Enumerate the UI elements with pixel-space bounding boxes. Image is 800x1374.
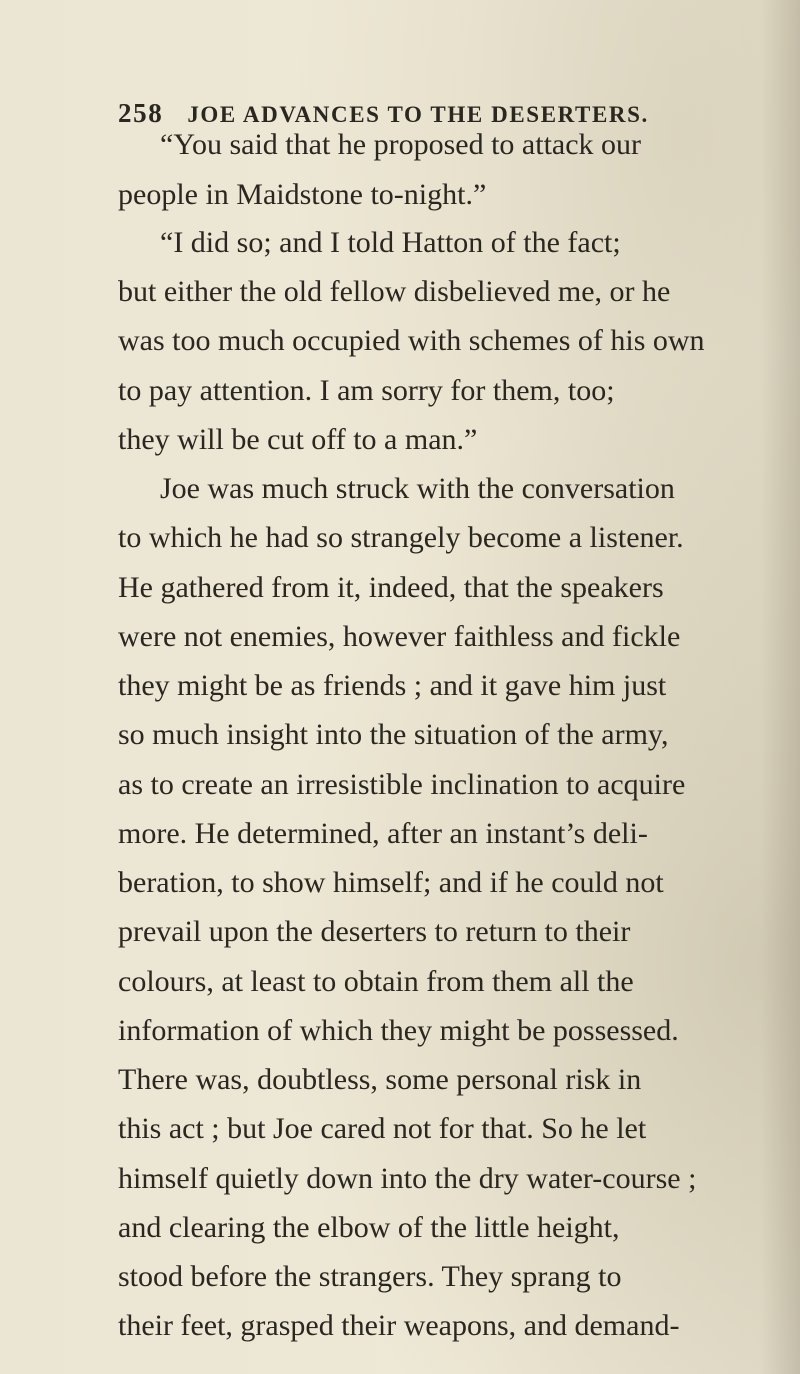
text-line: and clearing the elbow of the little height, (118, 1211, 620, 1244)
text-line: so much insight into the situation of the army, (118, 718, 669, 751)
text-line: were not enemies, however faithless and fickle (118, 620, 681, 653)
text-line: people in Maidstone to-night.” (118, 178, 487, 211)
text-line: to pay attention. I am sorry for them, too; (118, 374, 615, 407)
text-line: they will be cut off to a man.” (118, 423, 478, 456)
chapter-title: JOE ADVANCES TO THE DESERTERS. (187, 102, 649, 127)
text-line: they might be as friends ; and it gave him just (118, 669, 667, 702)
page-number: 258 (118, 98, 164, 128)
text-line: beration, to show himself; and if he could not (118, 866, 664, 899)
text-line: “I did so; and I told Hatton of the fact; (160, 226, 621, 259)
text-line: stood before the strangers. They sprang to (118, 1260, 622, 1293)
text-line: colours, at least to obtain from them all the (118, 965, 634, 998)
text-line: as to create an irresistible inclination to acquire (118, 768, 686, 801)
text-line: information of which they might be possessed. (118, 1014, 679, 1047)
text-line: Joe was much struck with the conversation (160, 472, 675, 505)
text-line: this act ; but Joe cared not for that. So he let (118, 1112, 647, 1145)
text-line: himself quietly down into the dry water-course ; (118, 1162, 697, 1195)
text-line: “You said that he proposed to attack our (160, 128, 642, 161)
text-line: to which he had so strangely become a listener. (118, 521, 684, 554)
text-line: prevail upon the deserters to return to their (118, 915, 631, 948)
text-line: their feet, grasped their weapons, and demand- (118, 1309, 680, 1342)
text-line: but either the old fellow disbelieved me, or he (118, 275, 671, 308)
page-edge-shadow (760, 0, 800, 1374)
text-line: more. He determined, after an instant’s deli- (118, 817, 648, 850)
running-head (118, 98, 649, 129)
text-line: There was, doubtless, some personal risk in (118, 1063, 642, 1096)
text-line: He gathered from it, indeed, that the speakers (118, 571, 664, 604)
text-line: was too much occupied with schemes of his own (118, 324, 705, 357)
